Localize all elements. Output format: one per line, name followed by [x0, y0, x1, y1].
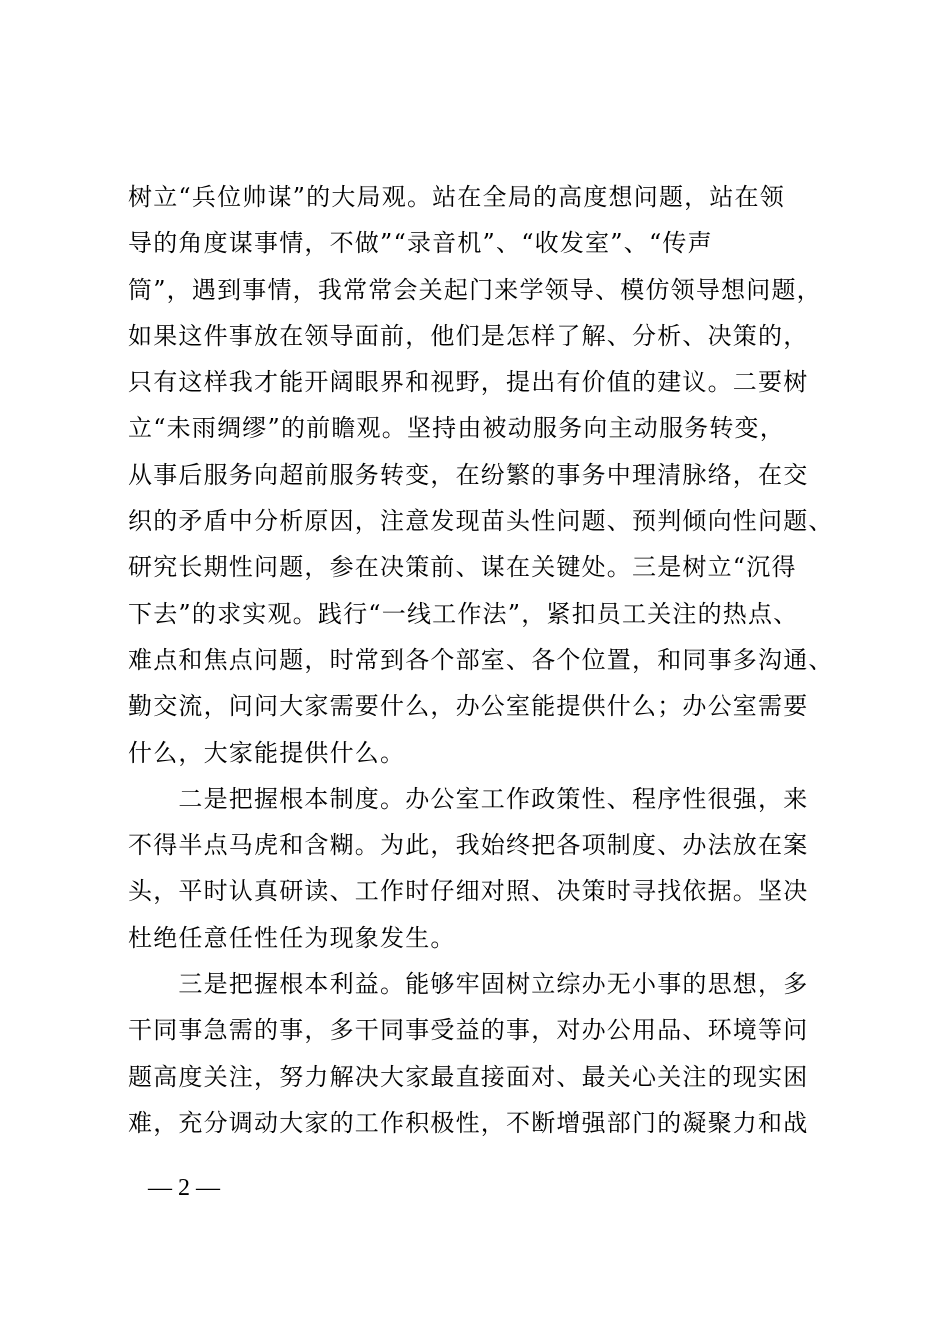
paragraph-2 [128, 776, 828, 961]
text-line: 导的角度谋事情，不做”“录音机”、“收发室”、“传声 [128, 229, 713, 258]
text-line: 题高度关注，努力解决大家最直接面对、最关心关注的现实困 [128, 1062, 809, 1091]
text-line: 如果这件事放在领导面前，他们是怎样了解、分析、决策的， [128, 321, 809, 350]
text-line: 筒”，遇到事情，我常常会关起门来学领导、模仿领导想问题， [128, 275, 822, 304]
text-line: 什么，大家能提供什么。 [128, 738, 406, 767]
document-body [128, 174, 834, 1146]
text-line: 织的矛盾中分析原因，注意发现苗头性问题、预判倾向性问题、 [128, 507, 834, 536]
text-line: 从事后服务向超前服务转变，在纷繁的事务中理清脉络，在交 [128, 460, 809, 489]
paragraph-3 [128, 961, 828, 1146]
text-line: 勤交流，问问大家需要什么，办公室能提供什么；办公室需要 [128, 692, 809, 721]
text-line: 难，充分调动大家的工作积极性，不断增强部门的凝聚力和战 [128, 1108, 809, 1137]
text-line: 下去”的求实观。践行“一线工作法”，紧扣员工关注的热点、 [128, 599, 799, 628]
text-line: 难点和焦点问题，时常到各个部室、各个位置，和同事多沟通、 [128, 645, 834, 674]
text-line: 树立“兵位帅谋”的大局观。站在全局的高度想问题，站在领 [128, 183, 785, 211]
text-line: 立“未雨绸缪”的前瞻观。坚持由被动服务向主动服务转变， [128, 414, 785, 443]
paragraph-1 [128, 174, 834, 776]
text-line: 研究长期性问题，参在决策前、谋在关键处。三是树立“沉得 [128, 553, 797, 582]
text-line: 二是把握根本制度。办公室工作政策性、程序性很强，来 [128, 784, 809, 813]
text-line: 三是把握根本利益。能够牢固树立综办无小事的思想，多 [128, 970, 809, 999]
text-line: 杜绝任意任性任为现象发生。 [128, 923, 456, 952]
text-line: 不得半点马虎和含糊。为此，我始终把各项制度、办法放在案 [128, 831, 809, 860]
text-line: 干同事急需的事，多干同事受益的事，对办公用品、环境等问 [128, 1016, 809, 1045]
text-line: 头，平时认真研读、工作时仔细对照、决策时寻找依据。坚决 [128, 877, 809, 906]
page-number: — 2 — [148, 1175, 220, 1201]
text-line: 只有这样我才能开阔眼界和视野，提出有价值的建议。二要树 [128, 368, 809, 397]
